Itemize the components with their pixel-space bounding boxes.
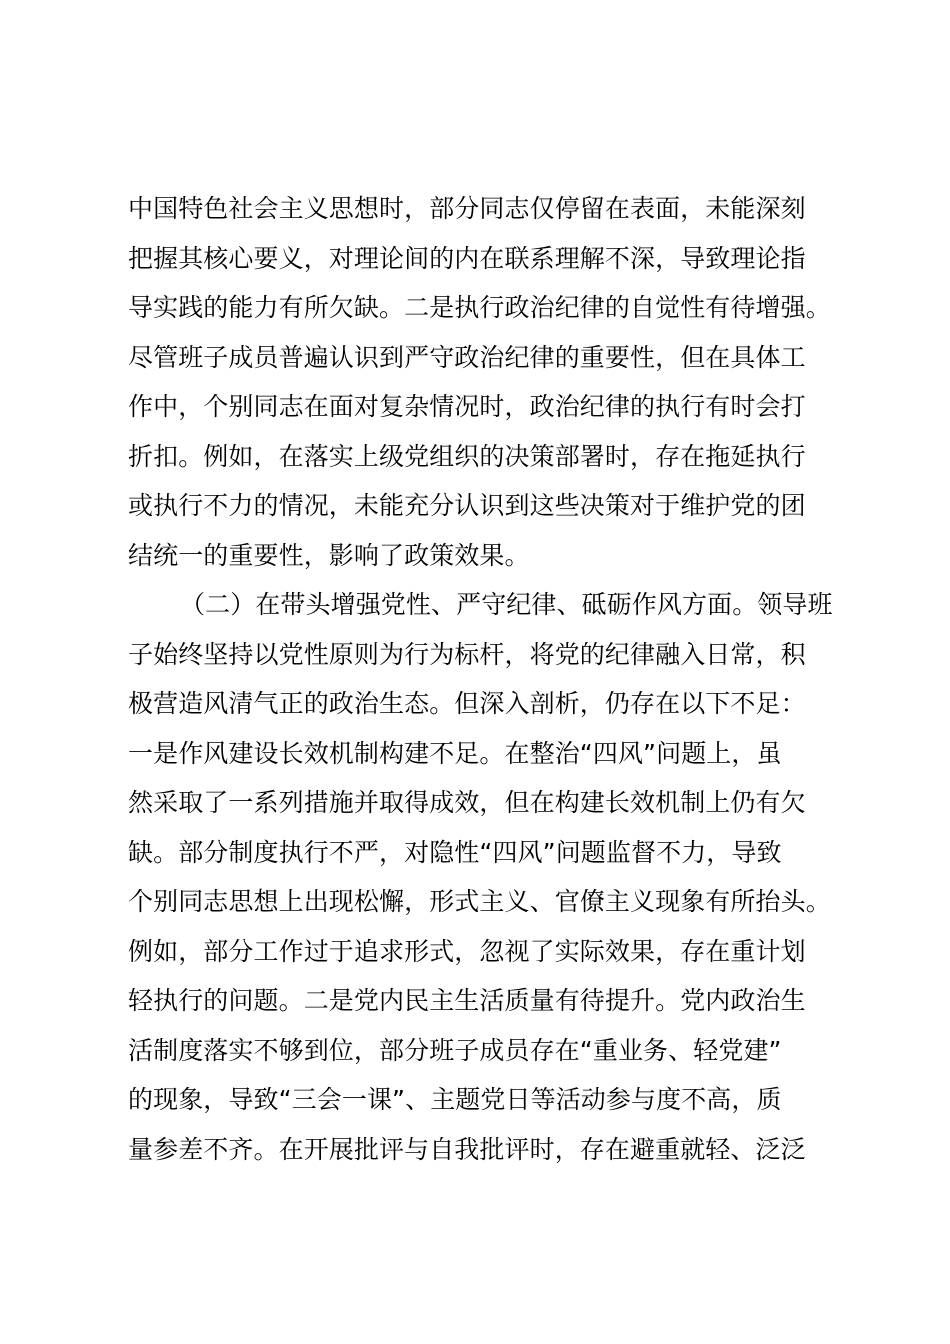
text-line: 结统一的重要性，影响了政策效果。 (128, 540, 530, 570)
text-line: 把握其核心要义，对理论间的内在联系理解不深，导致理论指 (128, 243, 806, 273)
section-heading-line: （二）在带头增强党性、严守纪律、砥砺作风方面。领导班 (180, 590, 833, 619)
text-line: 中国特色社会主义思想时，部分同志仅停留在表面，未能深刻 (128, 194, 806, 223)
text-line: 例如，部分工作过于追求形式，忽视了实际效果，存在重计划 (128, 936, 806, 966)
text-line: 或执行不力的情况，未能充分认识到这些决策对于维护党的团 (128, 491, 806, 520)
text-line: 一是作风建设长效机制构建不足。在整治“四风”问题上，虽 (128, 738, 782, 768)
text-line: 极营造风清气正的政治生态。但深入剖析，仍存在以下不足： (128, 689, 806, 718)
text-line: 尽管班子成员普遍认识到严守政治纪律的重要性，但在具体工 (128, 342, 806, 372)
text-line: 导实践的能力有所欠缺。二是执行政治纪律的自觉性有待增强。 (128, 293, 831, 322)
text-line: 活制度落实不够到位，部分班子成员存在“重业务、轻党建” (128, 1035, 782, 1065)
text-line: 然采取了一系列措施并取得成效，但在构建长效机制上仍有欠 (128, 788, 806, 817)
text-line: 缺。部分制度执行不严，对隐性“四风”问题监督不力，导致 (128, 837, 782, 867)
text-line: 子始终坚持以党性原则为行为标杆，将党的纪律融入日常，积 (128, 639, 806, 669)
text-line: 轻执行的问题。二是党内民主生活质量有待提升。党内政治生 (128, 986, 806, 1015)
text-line: 的现象，导致“三会一课”、主题党日等活动参与度不高，质 (128, 1085, 782, 1114)
text-line: 作中，个别同志在面对复杂情况时，政治纪律的执行有时会打 (128, 392, 806, 421)
text-line: 量参差不齐。在开展批评与自我批评时，存在避重就轻、泛泛 (128, 1134, 806, 1164)
text-line: 个别同志思想上出现松懈，形式主义、官僚主义现象有所抬头。 (128, 887, 831, 916)
body-text (128, 184, 848, 1174)
text-line: 折扣。例如，在落实上级党组织的决策部署时，存在拖延执行 (128, 441, 806, 471)
